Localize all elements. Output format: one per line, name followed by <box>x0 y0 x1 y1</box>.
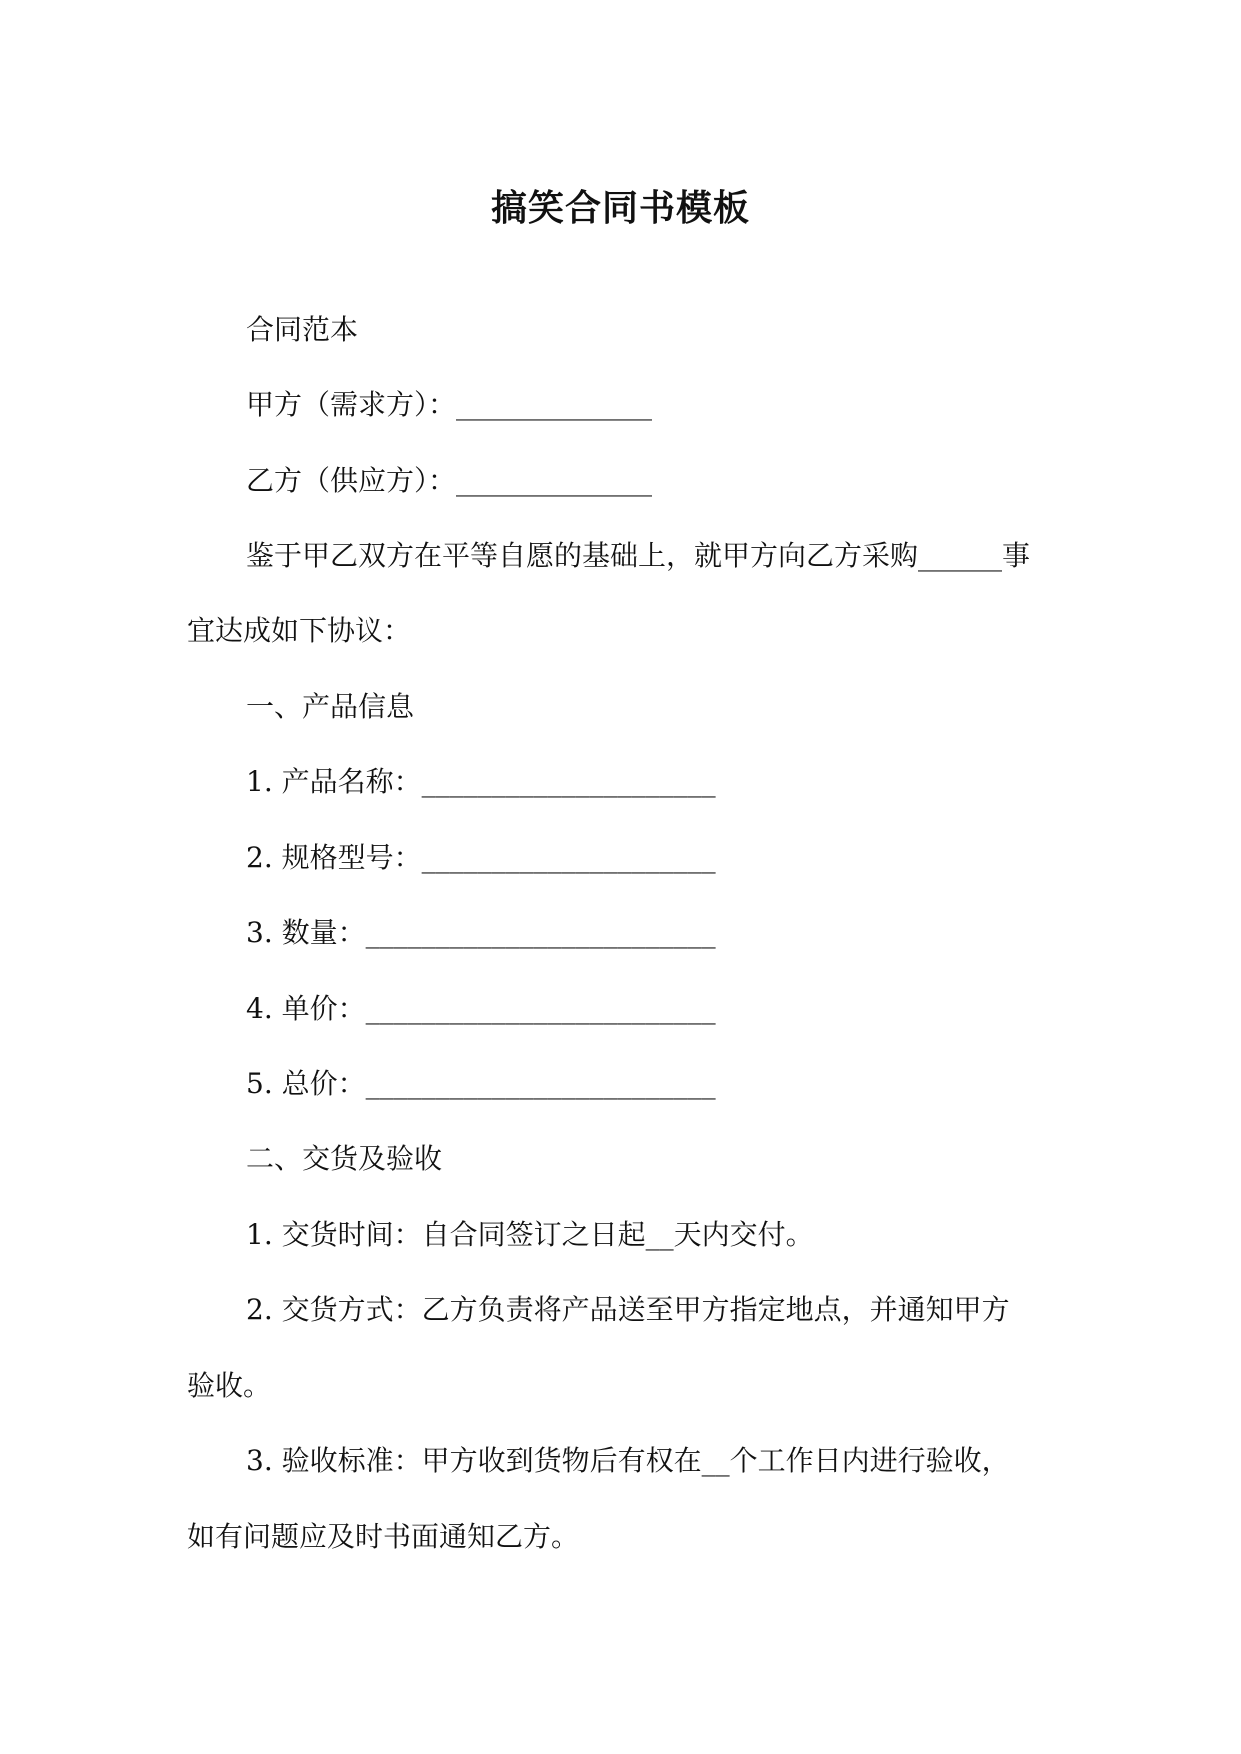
delivery-method-clause-line-1: 2. 交货方式：乙方负责将产品送至甲方指定地点，并通知甲方 <box>246 1293 1010 1326</box>
heading-contract-sample: 合同范本 <box>246 313 359 346</box>
party-a-field: 甲方（需求方）：______________ <box>246 388 653 421</box>
section-heading-product-info: 一、产品信息 <box>246 690 415 723</box>
unit-price-field: 4. 单价：_________________________ <box>246 992 716 1025</box>
delivery-time-clause: 1. 交货时间：自合同签订之日起__天内交付。 <box>246 1218 814 1251</box>
spec-model-field: 2. 规格型号：_____________________ <box>246 841 716 874</box>
acceptance-clause-line-1: 3. 验收标准：甲方收到货物后有权在__个工作日内进行验收， <box>246 1444 1010 1477</box>
party-b-field: 乙方（供应方）：______________ <box>246 464 653 497</box>
total-price-field: 5. 总价：_________________________ <box>246 1067 716 1100</box>
acceptance-clause-line-2: 如有问题应及时书面通知乙方。 <box>187 1520 580 1553</box>
delivery-method-clause-line-2: 验收。 <box>187 1369 272 1402</box>
quantity-field: 3. 数量：_________________________ <box>246 916 716 949</box>
section-heading-delivery: 二、交货及验收 <box>246 1142 443 1175</box>
product-name-field: 1. 产品名称：_____________________ <box>246 765 716 798</box>
document-title: 搞笑合同书模板 <box>490 187 750 229</box>
preamble-line-1: 鉴于甲乙双方在平等自愿的基础上，就甲方向乙方采购______事 <box>246 539 1031 572</box>
preamble-line-2: 宜达成如下协议： <box>187 614 412 647</box>
